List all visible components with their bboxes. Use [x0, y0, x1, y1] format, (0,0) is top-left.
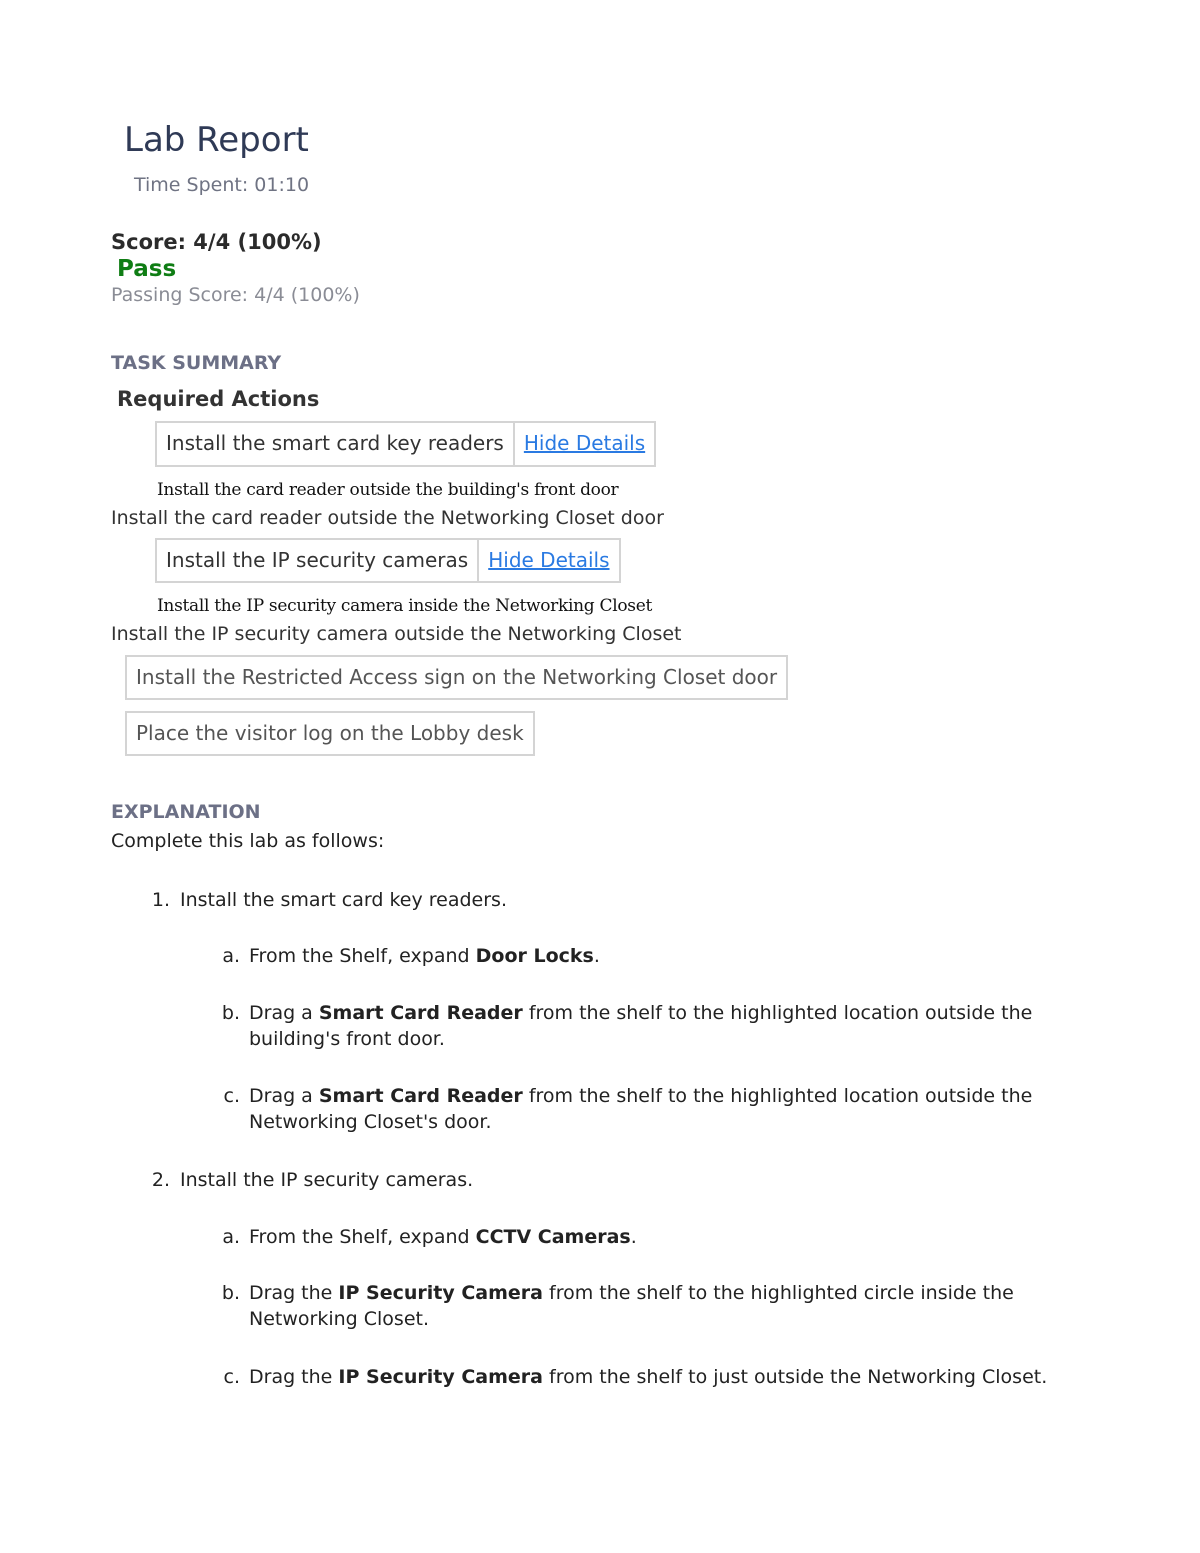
hide-details-link[interactable]: Hide Details [477, 540, 618, 581]
substep-letter: b. [221, 1002, 240, 1024]
task-label: Install the smart card key readers [166, 431, 504, 455]
step-number: 1. [151, 889, 170, 911]
substep-letter: b. [221, 1282, 240, 1304]
task-label: Place the visitor log on the Lobby desk [136, 721, 524, 745]
substep-text: Drag a Smart Card Reader from the shelf to the highlighted location outside the building's front door. [249, 1002, 1033, 1050]
explanation-heading: EXPLANATION [111, 801, 261, 823]
required-actions-heading: Required Actions [117, 387, 320, 411]
substep-letter: c. [223, 1085, 240, 1107]
substep-text: Drag a Smart Card Reader from the shelf to the highlighted location outside the Networking Closet's door. [249, 1085, 1033, 1133]
result-badge: Pass [117, 256, 177, 282]
passing-score: Passing Score: 4/4 (100%) [111, 284, 360, 306]
substep-text: From the Shelf, expand Door Locks. [249, 945, 600, 967]
task-detail: Install the IP security camera outside the Networking Closet [111, 623, 682, 645]
task-detail: Install the card reader outside the building's front door [157, 480, 619, 500]
score: Score: 4/4 (100%) [111, 230, 322, 254]
substep-text: Drag the IP Security Camera from the shelf to just outside the Networking Closet. [249, 1366, 1048, 1388]
hide-details-link[interactable]: Hide Details [513, 423, 654, 465]
substep-letter: c. [223, 1366, 240, 1388]
substep-letter: a. [222, 945, 240, 967]
substep-letter: a. [222, 1226, 240, 1248]
step-text: Install the IP security cameras. [180, 1169, 474, 1191]
task-item-ip-cameras [155, 538, 621, 583]
explanation-intro: Complete this lab as follows: [111, 830, 385, 852]
task-label: Install the Restricted Access sign on the Networking Closet door [136, 665, 778, 689]
page-title: Lab Report [124, 120, 309, 160]
task-item-visitor-log [125, 711, 535, 756]
substep-text: From the Shelf, expand CCTV Cameras. [249, 1226, 637, 1248]
substep-text: Drag the IP Security Camera from the shelf to the highlighted circle inside the Networking Closet. [249, 1282, 1014, 1330]
time-spent: Time Spent: 01:10 [134, 174, 310, 196]
task-summary-heading: TASK SUMMARY [111, 352, 282, 374]
task-item-restricted-sign [125, 655, 788, 700]
task-label: Install the IP security cameras [166, 548, 469, 572]
step-number: 2. [151, 1169, 170, 1191]
task-detail: Install the card reader outside the Networking Closet door [111, 507, 664, 529]
task-detail: Install the IP security camera inside the Networking Closet [157, 596, 652, 616]
step-text: Install the smart card key readers. [180, 889, 507, 911]
task-item-smart-card [155, 421, 656, 467]
